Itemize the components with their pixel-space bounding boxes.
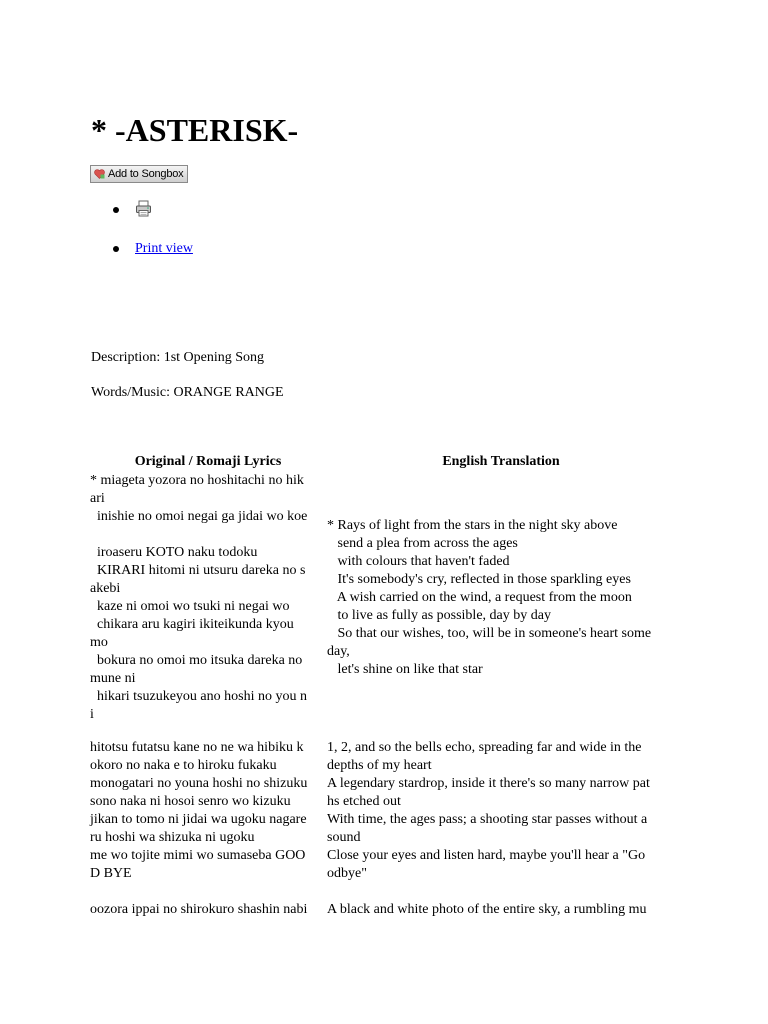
- lyric-line: i: [90, 707, 94, 722]
- translation-line: depths of my heart: [327, 758, 432, 773]
- translation-header: English Translation: [442, 454, 560, 469]
- translation-line: to live as fully as possible, day by day: [327, 608, 551, 623]
- list-bullet: [113, 246, 119, 252]
- print-view-link[interactable]: Print view: [135, 241, 193, 256]
- lyric-line: ru hoshi wa shizuka ni ugoku: [90, 830, 255, 845]
- lyric-line: ari: [90, 491, 105, 506]
- translation-line: 1, 2, and so the bells echo, spreading far and wide in the: [327, 740, 642, 755]
- translation-line: It's somebody's cry, reflected in those sparkling eyes: [327, 572, 631, 587]
- translation-line: hs etched out: [327, 794, 401, 809]
- translation-line: with colours that haven't faded: [327, 554, 510, 569]
- lyric-line: iroaseru KOTO naku todoku: [90, 545, 258, 560]
- lyric-line: me wo tojite mimi wo sumaseba GOO: [90, 848, 306, 863]
- translation-line: With time, the ages pass; a shooting star passes without a: [327, 812, 648, 827]
- translation-line: send a plea from across the ages: [327, 536, 518, 551]
- translation-line: So that our wishes, too, will be in someone's heart some: [327, 626, 652, 641]
- translation-line: A legendary stardrop, inside it there's so many narrow pat: [327, 776, 650, 791]
- heart-icon: [94, 169, 105, 179]
- lyric-line: sono naka ni hosoi senro wo kizuku: [90, 794, 291, 809]
- translation-line: sound: [327, 830, 361, 845]
- lyric-line: monogatari no youna hoshi no shizuku: [90, 776, 308, 791]
- lyric-line: mune ni: [90, 671, 136, 686]
- lyric-line: mo: [90, 635, 108, 650]
- lyric-line: chikara aru kagiri ikiteikunda kyou: [90, 617, 294, 632]
- printer-icon[interactable]: [135, 200, 152, 217]
- lyric-line: hitotsu futatsu kane no ne wa hibiku k: [90, 740, 304, 755]
- original-lyrics-header: Original / Romaji Lyrics: [134, 454, 282, 469]
- translation-line: day,: [327, 644, 350, 659]
- translation-line: A wish carried on the wind, a request from the moon: [327, 590, 632, 605]
- lyric-line: bokura no omoi mo itsuka dareka no: [90, 653, 303, 668]
- translation-line: Close your eyes and listen hard, maybe you'll hear a "Go: [327, 848, 646, 863]
- add-to-songbox-label: Add to Songbox: [108, 168, 184, 180]
- add-to-songbox-button[interactable]: [90, 165, 188, 183]
- lyric-line: oozora ippai no shirokuro shashin nabi: [90, 902, 308, 917]
- song-description: Description: 1st Opening Song: [91, 350, 265, 365]
- song-title: * -ASTERISK-: [91, 112, 299, 148]
- song-credits: Words/Music: ORANGE RANGE: [91, 385, 284, 400]
- list-bullet: [113, 207, 119, 213]
- lyric-line: kaze ni omoi wo tsuki ni negai wo: [90, 599, 290, 614]
- lyric-line: hikari tsuzukeyou ano hoshi no you n: [90, 689, 307, 704]
- translation-line: odbye": [327, 866, 367, 881]
- translation-line: A black and white photo of the entire sky, a rumbling mu: [327, 902, 647, 917]
- lyric-line: * miageta yozora no hoshitachi no hik: [90, 473, 304, 488]
- lyric-line: jikan to tomo ni jidai wa ugoku nagare: [90, 812, 307, 827]
- lyric-line: KIRARI hitomi ni utsuru dareka no s: [90, 563, 306, 578]
- lyric-line: akebi: [90, 581, 121, 596]
- translation-line: let's shine on like that star: [327, 662, 483, 677]
- lyric-line: D BYE: [90, 866, 132, 881]
- lyric-line: inishie no omoi negai ga jidai wo koe: [90, 509, 308, 524]
- lyric-line: okoro no naka e to hiroku fukaku: [90, 758, 277, 773]
- translation-line: * Rays of light from the stars in the night sky above: [327, 518, 618, 533]
